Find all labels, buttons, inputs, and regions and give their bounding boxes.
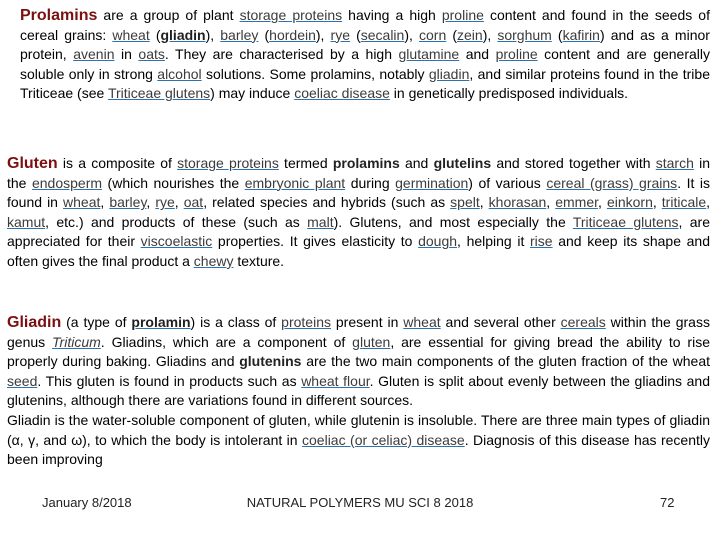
- text: ),: [205, 26, 221, 43]
- link-gluten[interactable]: gluten: [352, 333, 391, 350]
- link-germination[interactable]: germination: [395, 174, 469, 191]
- text: . They are characterised by a high: [164, 46, 399, 63]
- link-endosperm[interactable]: endosperm: [31, 174, 103, 191]
- link-proline-2[interactable]: proline: [495, 46, 538, 63]
- link-rye[interactable]: rye: [155, 194, 175, 211]
- text: during: [345, 174, 396, 191]
- text: . This gluten is found in products such as: [37, 372, 302, 389]
- link-oat[interactable]: oat: [183, 194, 204, 211]
- gluten-paragraph: [7, 154, 710, 272]
- footer-page-number: 72: [660, 495, 675, 510]
- text: and: [459, 46, 496, 63]
- link-kafirin[interactable]: kafirin: [562, 26, 600, 43]
- gluten-heading: Gluten: [7, 155, 58, 172]
- text: ,: [100, 194, 110, 211]
- link-hordein[interactable]: hordein: [269, 26, 316, 43]
- link-khorasan[interactable]: khorasan: [488, 194, 547, 211]
- text: (which nourishes the: [102, 174, 245, 191]
- text: ,: [706, 194, 711, 211]
- text: , related species and hybrids (such as: [203, 194, 451, 211]
- text: are the two main components of the gluten fraction of the wheat: [301, 353, 710, 370]
- text: (: [446, 26, 457, 43]
- prolamins-paragraph: [20, 6, 710, 104]
- text: (: [258, 26, 270, 43]
- link-gliadin-2[interactable]: gliadin: [428, 65, 470, 82]
- gliadin-heading: Gliadin: [7, 314, 62, 331]
- text: ,: [652, 194, 662, 211]
- text: ,: [174, 194, 184, 211]
- text: , are essential for giving bread the ability to rise properly during baking. Gliadins and: [7, 333, 710, 370]
- gliadin-paragraph: [7, 313, 710, 470]
- text: are a group of plant: [97, 7, 240, 23]
- text: in: [114, 46, 139, 63]
- link-corn[interactable]: corn: [419, 26, 447, 43]
- link-avenin[interactable]: avenin: [73, 46, 115, 63]
- link-seed[interactable]: seed: [7, 372, 38, 389]
- text: termed: [278, 155, 333, 171]
- text: , and similar proteins found in the tribe Triticeae (see: [20, 65, 710, 102]
- link-gliadin[interactable]: gliadin: [160, 26, 206, 43]
- text: (: [349, 26, 361, 43]
- link-rise[interactable]: rise: [530, 233, 553, 250]
- text: (: [149, 26, 161, 43]
- text: within the grass genus: [7, 314, 710, 350]
- link-chewy[interactable]: chewy: [193, 252, 234, 269]
- link-emmer[interactable]: emmer: [555, 194, 598, 211]
- text: having a high: [342, 7, 442, 23]
- link-kamut[interactable]: kamut: [7, 213, 46, 230]
- text: . Gluten is split about evenly between the gliadins and glutenins, although there are variations found in different sources.: [7, 372, 710, 409]
- text: content and are generally soluble only in strong: [20, 46, 711, 82]
- link-triticeae-glutens[interactable]: Triticeae glutens: [572, 213, 679, 230]
- text: , are appreciated for their: [7, 213, 711, 250]
- link-prolamin[interactable]: prolamin: [131, 314, 191, 330]
- text: ) and as a minor protein,: [20, 26, 710, 63]
- text: ,: [546, 194, 556, 211]
- text: solutions. Some prolamins, notably: [201, 65, 429, 82]
- text: and stored together with: [491, 155, 656, 171]
- link-wheat-flour[interactable]: wheat flour: [301, 372, 370, 389]
- link-dough[interactable]: dough: [418, 233, 458, 250]
- text: and keep its shape and often gives the final product a: [7, 233, 710, 269]
- link-triticeae-glutens[interactable]: Triticeae glutens: [107, 85, 211, 102]
- link-storage-proteins[interactable]: storage proteins: [177, 155, 279, 171]
- text: ,: [598, 194, 607, 211]
- link-proteins[interactable]: proteins: [281, 314, 331, 330]
- prolamins-heading: Prolamins: [20, 7, 98, 24]
- text: in genetically predisposed individuals.: [389, 85, 629, 102]
- link-malt[interactable]: malt: [307, 213, 334, 230]
- link-storage-proteins[interactable]: storage proteins: [239, 7, 343, 23]
- text: ) of various: [468, 174, 547, 191]
- footer-course-title: NATURAL POLYMERS MU SCI 8 2018: [246, 495, 474, 510]
- text: ),: [482, 26, 498, 43]
- link-wheat[interactable]: wheat: [63, 194, 101, 211]
- text: ) is a class of: [190, 314, 282, 330]
- term-glutenins: glutenins: [239, 353, 302, 370]
- text: (: [551, 26, 563, 43]
- link-coeliac-disease[interactable]: coeliac disease: [294, 85, 390, 102]
- text: . Gliadins, which are a component of: [100, 333, 353, 350]
- text: . Diagnosis of this disease has recently been improving: [7, 431, 710, 468]
- text: ) may induce: [210, 85, 295, 102]
- link-viscoelastic[interactable]: viscoelastic: [140, 233, 213, 250]
- link-wheat[interactable]: wheat: [112, 26, 150, 43]
- link-zein[interactable]: zein: [457, 26, 483, 43]
- link-cereal-grass-grains[interactable]: cereal (grass) grains: [546, 174, 678, 191]
- text: ,: [146, 194, 156, 211]
- text: and: [399, 155, 434, 171]
- link-starch[interactable]: starch: [655, 155, 694, 171]
- text: in the: [7, 155, 710, 191]
- link-wheat[interactable]: wheat: [403, 314, 441, 330]
- text: ,: [479, 194, 489, 211]
- text: properties. It gives elasticity to: [212, 233, 419, 250]
- link-barley[interactable]: barley: [109, 194, 147, 211]
- link-coeliac-celiac-disease[interactable]: coeliac (or celiac) disease: [302, 431, 465, 448]
- text: (a type of: [61, 314, 132, 330]
- text: is a composite of: [57, 155, 178, 171]
- text: , helping it: [457, 233, 530, 250]
- link-spelt[interactable]: spelt: [450, 194, 480, 211]
- text: . It is found in: [7, 174, 711, 211]
- link-glutamine[interactable]: glutamine: [398, 46, 460, 63]
- text: content and found in the seeds of cereal grains:: [20, 7, 710, 43]
- link-triticum[interactable]: Triticum: [52, 333, 101, 350]
- link-oats[interactable]: oats: [138, 46, 165, 63]
- text: ),: [315, 26, 331, 43]
- link-embryonic-plant[interactable]: embryonic plant: [244, 174, 346, 191]
- text: ),: [404, 26, 419, 43]
- footer-date: January 8/2018: [42, 495, 132, 510]
- text: ). Glutens, and most especially the: [333, 213, 573, 230]
- link-rye[interactable]: rye: [330, 26, 350, 43]
- link-secalin[interactable]: secalin: [360, 26, 405, 43]
- link-alcohol[interactable]: alcohol: [157, 65, 202, 82]
- term-prolamins: prolamins: [332, 155, 400, 171]
- link-cereals[interactable]: cereals: [560, 314, 606, 330]
- link-einkorn[interactable]: einkorn: [606, 194, 653, 211]
- link-triticale[interactable]: triticale: [661, 194, 707, 211]
- link-barley[interactable]: barley: [220, 26, 259, 43]
- text: present in: [330, 314, 404, 330]
- text: texture.: [233, 252, 285, 269]
- text: and several other: [440, 314, 561, 330]
- text: , etc.) and products of these (such as: [45, 213, 308, 230]
- text: Gliadin is the water-soluble component of gluten, while glutenin is insoluble. There are three main types of gliadin (α, γ, and ω), to which the body is intolerant in: [7, 411, 710, 448]
- link-sorghum[interactable]: sorghum: [497, 26, 552, 43]
- link-proline[interactable]: proline: [441, 7, 484, 23]
- term-glutelins: glutelins: [433, 155, 492, 171]
